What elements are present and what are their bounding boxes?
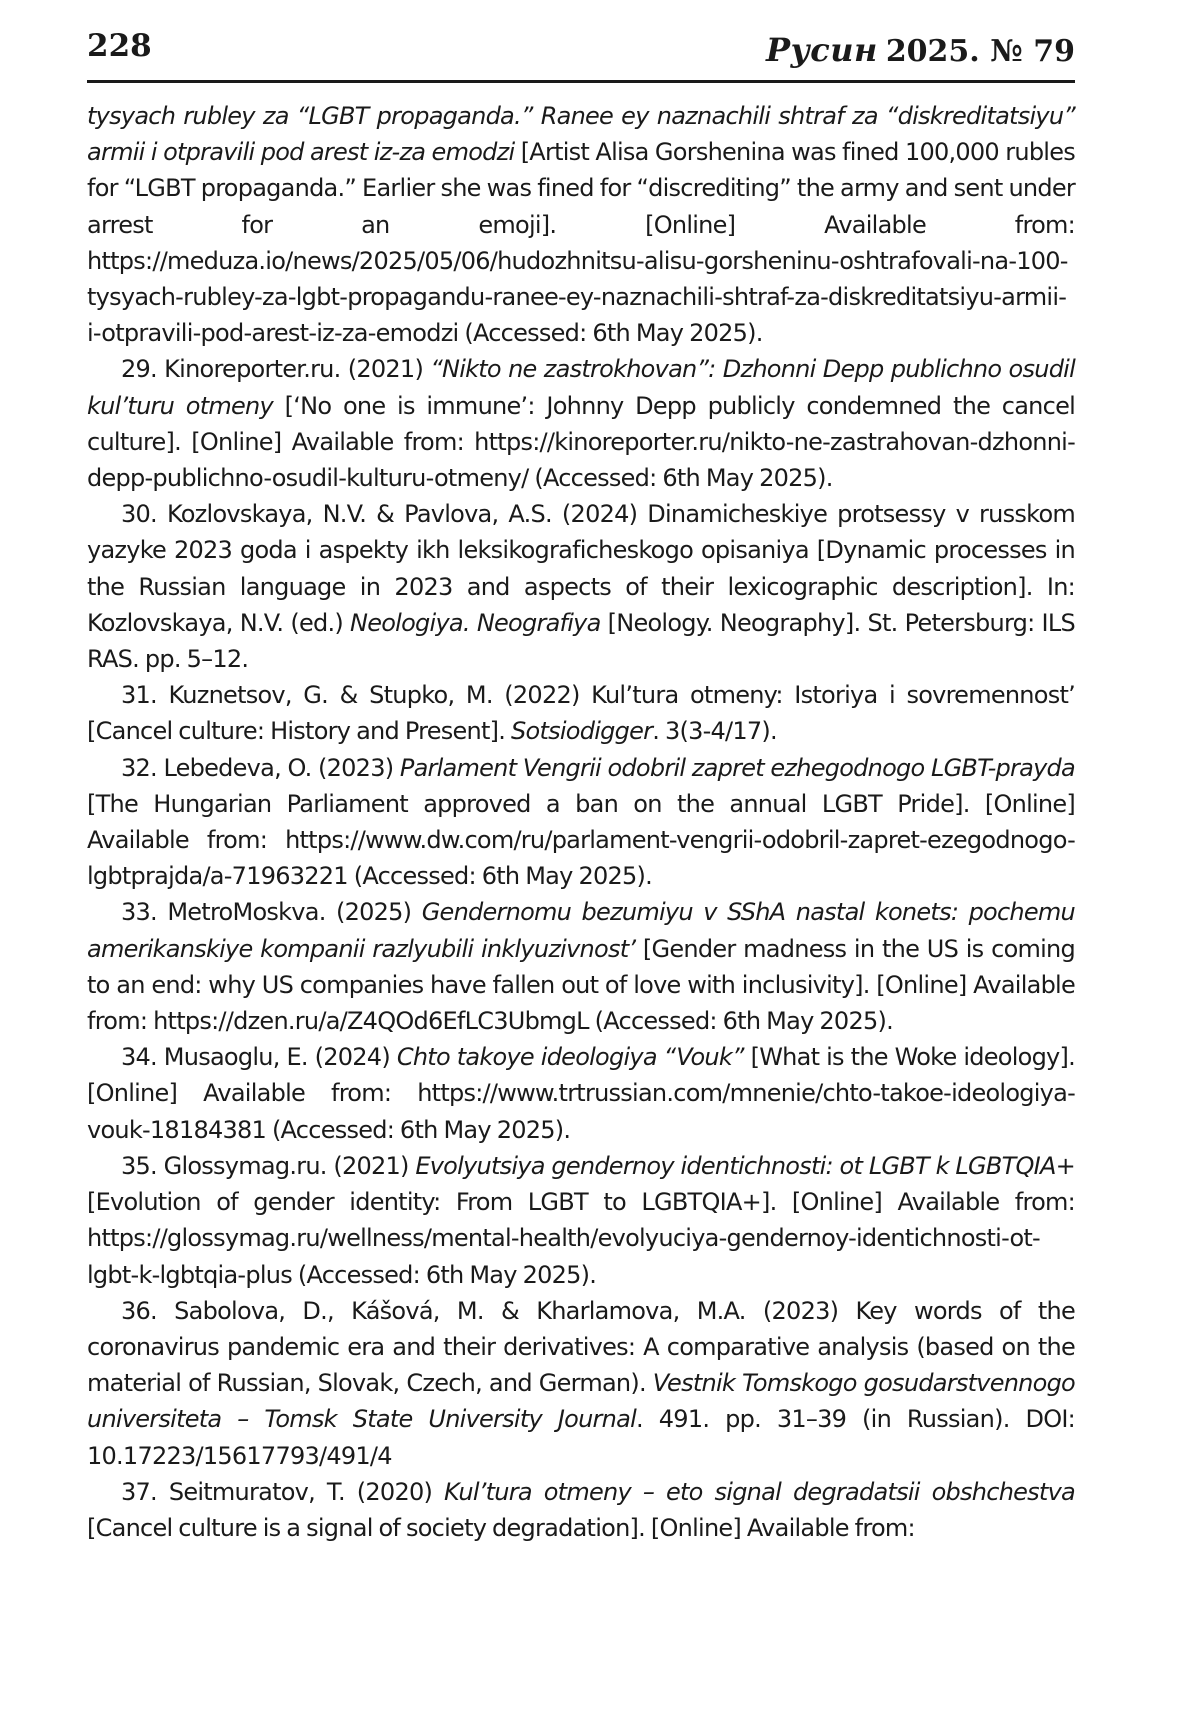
reference-number: 37.	[121, 1477, 157, 1506]
reference-title: Evolyutsiya gendernoy identichnosti: ot LGBT k LGBTQIA+	[415, 1151, 1075, 1180]
journal-logo: Русин	[766, 31, 878, 69]
reference-item	[87, 894, 1075, 1039]
reference-details: . 491. pp. 31–39 (in Russian). DOI: 10.17223/15617793/491/4	[87, 1405, 1076, 1470]
page-number: 228	[87, 28, 152, 64]
reference-details: [Evolution of gender identity: From LGBT to LGBTQIA+]. [Online] Available from: https://glossymag.ru/wellness/mental-health/evolyuciya-gendernoy-identichnosti-ot-lgbt-k-lgbtqia-plus (Accessed: 6th May 2025).	[87, 1188, 1075, 1289]
reference-author: Musaoglu, E. (2024)	[156, 1043, 397, 1072]
reference-item	[87, 750, 1075, 895]
reference-number: 34.	[121, 1043, 157, 1072]
reference-item	[87, 98, 1075, 351]
reference-title: Parlament Vengrii odobril zapret ezhegodnogo LGBT-prayda	[399, 753, 1075, 782]
reference-item	[87, 1474, 1075, 1546]
page-header	[87, 28, 1075, 83]
reference-title: Vestnik Tomskogo gosudarstvennogo universiteta – Tomsk State University Journal	[87, 1369, 1075, 1434]
reference-title: Neologiya. Neografiya	[350, 608, 601, 637]
reference-details: [Cancel culture is a signal of society degradation]. [Online] Available from:	[87, 1513, 915, 1542]
reference-author: Kozlovskaya, N.V. & Pavlova, A.S. (2024) Dinamicheskiye protsessy v russkom yazyke 2023 goda i aspekty ikh leksikograficheskogo opisaniya [Dynamic processes in the Russian language in 2023 and aspects of their lexicographic description]. In: Kozlovskaya, N.V. (ed.)	[87, 500, 1075, 637]
reference-item	[87, 1293, 1075, 1474]
reference-author: Kinoreporter.ru. (2021)	[156, 355, 431, 384]
reference-details: [The Hungarian Parliament approved a ban on the annual LGBT Pride]. [Online] Available from: https://www.dw.com/ru/parlament-vengrii-odobril-zapret-ezegodnogo-lgbtprajda/a-71963221 (Accessed: 6th May 2025).	[87, 789, 1075, 891]
reference-item	[87, 496, 1075, 677]
reference-title: “Nikto ne zastrokhovan”: Dzhonni Depp publichno osudil kul’turu otmeny	[87, 355, 1076, 420]
reference-details: [‘No one is immune’: Johnny Depp publicly condemned the cancel culture]. [Online] Available from: https://kinoreporter.ru/nikto-ne-zastrahovan-dzhonni-depp-publichno-osudil-kulturu-otmeny/ (Accessed: 6th May 2025).	[87, 391, 1076, 493]
reference-number: 29.	[121, 355, 157, 384]
reference-title: Sotsiodigger	[511, 717, 653, 746]
reference-title: tysyach rubley za “LGBT propaganda.” Ranee ey naznachili shtraf za “diskreditatsiyu” armii i otpravili pod arest iz-za emodzi	[87, 102, 1075, 167]
reference-details: [Neology. Neography]. St. Petersburg: ILS RAS. pp. 5–12.	[87, 608, 1075, 674]
reference-number: 31.	[121, 681, 157, 710]
reference-number: 30.	[121, 500, 157, 529]
reference-title: Gendernomu bezumiyu v SShA nastal konets: pochemu amerikanskiye kompanii razlyubili inklyuzivnost’	[87, 898, 1075, 963]
reference-author: Kuznetsov, G. & Stupko, M. (2022) Kul’tura otmeny: Istoriya i sovremennost’ [Cancel culture: History and Present].	[87, 681, 1075, 746]
reference-number: 33.	[121, 898, 157, 927]
reference-item	[87, 1039, 1075, 1148]
reference-author: Seitmuratov, T. (2020)	[156, 1477, 445, 1506]
reference-author: Sabolova, D., Kášová, M. & Kharlamova, M.A. (2023) Key words of the coronavirus pandemic era and their derivatives: A comparative analysis (based on the material of Russian, Slovak, Czech, and German).	[87, 1296, 1075, 1398]
reference-list	[87, 98, 1075, 1546]
reference-item	[87, 677, 1075, 749]
reference-title: Chto takoye ideologiya “Vouk”	[396, 1043, 744, 1072]
reference-author: Lebedeva, O. (2023)	[156, 753, 400, 782]
reference-author: Glossymag.ru. (2021)	[156, 1151, 416, 1180]
reference-details: . 3(3-4/17).	[652, 717, 777, 746]
journal-issue: 2025. № 79	[885, 34, 1075, 69]
reference-number: 32.	[121, 753, 157, 782]
reference-author: MetroMoskva. (2025)	[156, 898, 422, 927]
reference-details: [Artist Alisa Gorshenina was fined 100,000 rubles for “LGBT propaganda.” Earlier she was fined for “discrediting” the army and sent under arrest for an emoji]. [Online] Available from: https://meduza.io/news/2025/05/06/hudozhnitsu-alisu-gorsheninu-oshtrafovali-na-100-tysyach-rubley-za-lgbt-propagandu-ranee-ey-naznachili-shtraf-za-diskreditatsiyu-armii-i-otpravili-pod-arest-iz-za-emodzi (Accessed: 6th May 2025).	[87, 138, 1075, 348]
reference-details: [Gender madness in the US is coming to an end: why US companies have fallen out of love with inclusivity]. [Online] Available from: https://dzen.ru/a/Z4QOd6EfLC3UbmgL (Accessed: 6th May 2025).	[87, 934, 1075, 1036]
reference-item	[87, 351, 1075, 496]
reference-number: 35.	[121, 1151, 157, 1180]
journal-info	[766, 32, 1075, 70]
reference-item	[87, 1148, 1075, 1293]
reference-number: 36.	[121, 1296, 157, 1325]
reference-title: Kul’tura otmeny – eto signal degradatsii obshchestva	[444, 1477, 1075, 1506]
reference-details: [What is the Woke ideology]. [Online] Available from: https://www.trtrussian.com/mnenie/chto-takoe-ideologiya-vouk-18184381 (Accessed: 6th May 2025).	[87, 1043, 1075, 1144]
